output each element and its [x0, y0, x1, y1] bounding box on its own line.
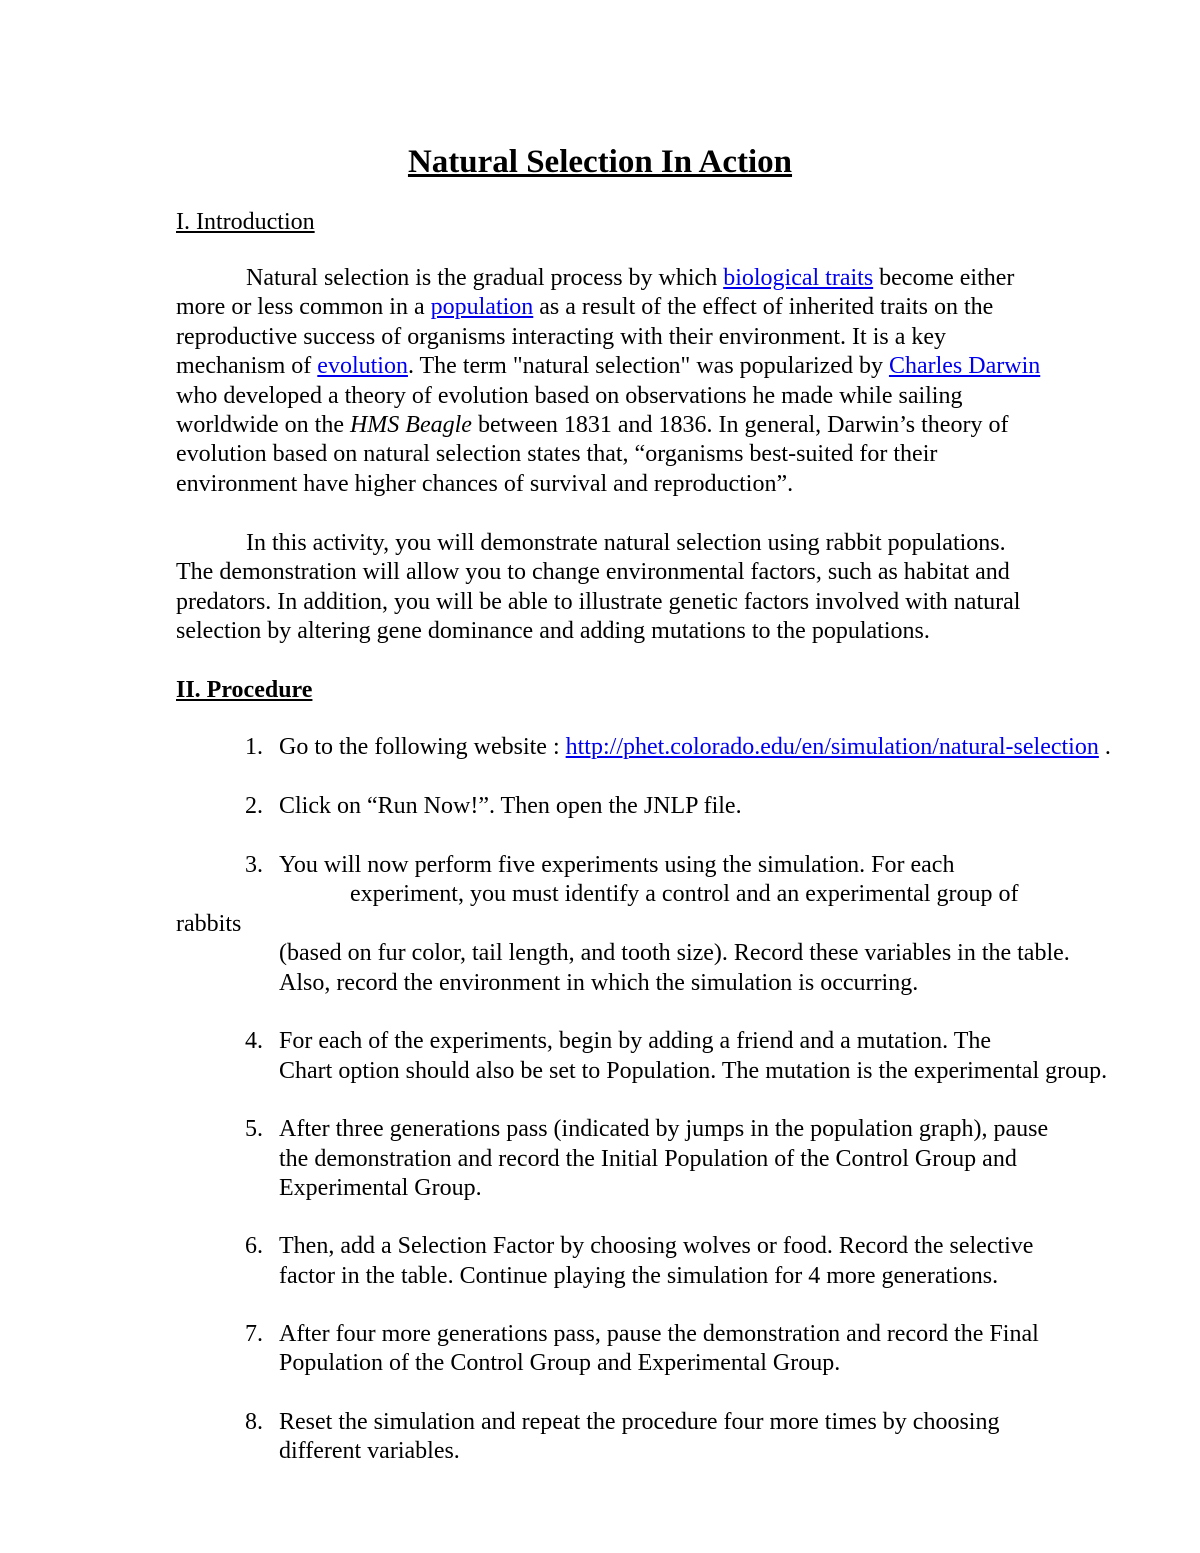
intro-paragraph-2 — [176, 529, 1116, 647]
intro-p1-line: reproductive success of organisms interacting with their environment. It is a key — [176, 323, 947, 350]
intro-paragraph-1 — [176, 264, 1116, 499]
step-text: Also, record the environment in which the simulation is occurring. — [279, 970, 919, 996]
step-text — [279, 733, 1111, 762]
step-text: the demonstration and record the Initial Population of the Control Group and — [279, 1146, 1017, 1172]
link-phet-simulation[interactable]: http://phet.colorado.edu/en/simulation/natural-selection — [565, 734, 1099, 760]
intro-p1-line — [176, 264, 1116, 293]
intro-p1-line — [176, 411, 1116, 440]
step-text: Click on “Run Now!”. Then open the JNLP file. — [279, 793, 742, 819]
text: between 1831 and 1836. In general, Darwin’s theory of — [471, 412, 1009, 439]
step-text: Population of the Control Group and Experimental Group. — [279, 1350, 841, 1376]
step-number: 6. — [245, 1233, 263, 1259]
step-text: rabbits — [176, 911, 242, 937]
link-evolution[interactable]: evolution — [317, 353, 408, 380]
intro-p1-line: environment have higher chances of survival and reproduction”. — [176, 470, 794, 497]
text: mechanism of — [176, 353, 318, 380]
step-text: After four more generations pass, pause the demonstration and record the Final — [279, 1321, 1039, 1347]
intro-p1-line: evolution based on natural selection states that, “organisms best-suited for their — [176, 441, 938, 468]
intro-p1-line — [176, 352, 1116, 381]
section-heading-introduction: I. Introduction — [176, 209, 315, 235]
intro-p1-line: who developed a theory of evolution based on observations he made while sailing — [176, 382, 963, 409]
step-text: (based on fur color, tail length, and tooth size). Record these variables in the table. — [279, 940, 1070, 966]
step-text: experiment, you must identify a control and an experimental group of — [350, 881, 1019, 907]
intro-p2-line: The demonstration will allow you to change environmental factors, such as habitat and — [176, 559, 1010, 586]
intro-p2-line: predators. In addition, you will be able to illustrate genetic factors involved with natural — [176, 588, 1021, 615]
step-text: Experimental Group. — [279, 1175, 482, 1201]
document-title: Natural Selection In Action — [407, 144, 793, 180]
step-number: 5. — [245, 1116, 263, 1142]
text: . The term "natural selection" was popularized by — [407, 353, 889, 380]
step-text: factor in the table. Continue playing the simulation for 4 more generations. — [279, 1263, 999, 1289]
intro-p2-line: selection by altering gene dominance and adding mutations to the populations. — [176, 618, 930, 645]
step-text: You will now perform five experiments using the simulation. For each — [279, 852, 955, 878]
step-number: 4. — [245, 1028, 263, 1054]
step-text: different variables. — [279, 1438, 460, 1464]
step-text: Reset the simulation and repeat the procedure four more times by choosing — [279, 1409, 1000, 1435]
link-population[interactable]: population — [430, 294, 534, 321]
step-number: 7. — [245, 1321, 263, 1347]
text: worldwide on the — [176, 412, 350, 439]
text: Go to the following website : — [279, 734, 566, 760]
section-heading-procedure: II. Procedure — [176, 677, 313, 703]
text: Natural selection is the gradual process by which — [246, 265, 724, 291]
link-charles-darwin[interactable]: Charles Darwin — [888, 353, 1041, 380]
text: . — [1098, 734, 1111, 760]
text: become either — [873, 265, 1015, 291]
step-number: 2. — [245, 793, 263, 819]
ship-name: HMS Beagle — [349, 412, 472, 439]
text: as a result of the effect of inherited traits on the — [533, 294, 994, 321]
intro-p2-line: In this activity, you will demonstrate natural selection using rabbit populations. — [246, 530, 1006, 556]
link-biological-traits[interactable]: biological traits — [723, 265, 874, 291]
intro-p1-line — [176, 293, 1116, 322]
text: more or less common in a — [176, 294, 431, 321]
step-text: After three generations pass (indicated by jumps in the population graph), pause — [279, 1116, 1049, 1142]
step-text: Then, add a Selection Factor by choosing wolves or food. Record the selective — [279, 1233, 1034, 1259]
step-number: 8. — [245, 1409, 263, 1435]
step-number: 1. — [245, 734, 263, 760]
step-text: Chart option should also be set to Population. The mutation is the experimental group. — [279, 1058, 1108, 1084]
step-number: 3. — [245, 852, 263, 878]
step-text: For each of the experiments, begin by adding a friend and a mutation. The — [279, 1028, 992, 1054]
